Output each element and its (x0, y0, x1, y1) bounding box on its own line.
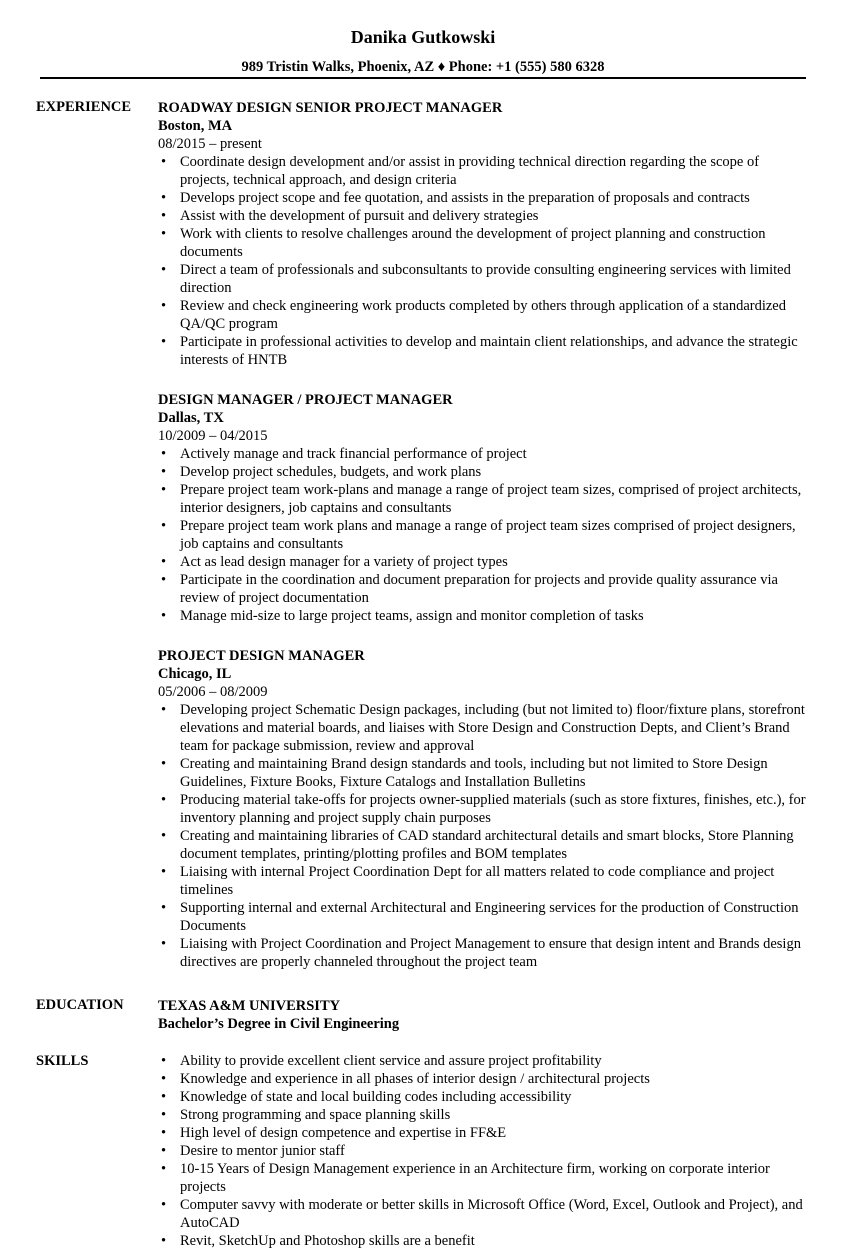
list-item: • Producing material take-offs for projects owner-supplied materials (such as store fixtures, finishes, etc.), for inventory planning and project supply chain purposes (158, 791, 812, 827)
list-item: • Work with clients to resolve challenges around the development of project planning and construction documents (158, 225, 812, 261)
list-item: • Prepare project team work plans and manage a range of project team sizes comprised of project designers, job captains and consultants (158, 517, 812, 553)
list-item: • Review and check engineering work products completed by others through application of a standardized QA/QC program (158, 297, 812, 333)
list-item: • Knowledge of state and local building codes including accessibility (158, 1088, 812, 1106)
list-item: • Liaising with internal Project Coordination Dept for all matters related to code compliance and project timelines (158, 863, 812, 899)
list-item: • Assist with the development of pursuit and delivery strategies (158, 207, 812, 225)
job-bullets (158, 445, 812, 625)
job-entry (158, 647, 812, 971)
list-item: • Actively manage and track financial performance of project (158, 445, 812, 463)
experience-heading: EXPERIENCE (36, 99, 132, 115)
list-item: • Develops project scope and fee quotation, and assists in the preparation of proposals and contracts (158, 189, 812, 207)
list-item: • 10-15 Years of Design Management experience in an Architecture firm, working on corporate interior projects (158, 1160, 812, 1196)
list-item: • Participate in professional activities to develop and maintain client relationships, and advance the strategic interests of HNTB (158, 333, 812, 369)
job-bullets (158, 153, 812, 369)
list-item: • Develop project schedules, budgets, and work plans (158, 463, 812, 481)
degree: Bachelor’s Degree in Civil Engineering (158, 1016, 400, 1032)
job-title: DESIGN MANAGER / PROJECT MANAGER (158, 392, 453, 408)
list-item: • Liaising with Project Coordination and Project Management to ensure that design intent and Brands design directives are properly channeled throughout the project team (158, 935, 812, 971)
list-item: • Prepare project team work-plans and manage a range of project team sizes, comprised of project architects, interior designers, job captains and consultants (158, 481, 812, 517)
list-item: • Direct a team of professionals and subconsultants to provide consulting engineering services with limited direction (158, 261, 812, 297)
job-title: PROJECT DESIGN MANAGER (158, 648, 365, 664)
candidate-name: Danika Gutkowski (350, 27, 496, 47)
list-item: • Desire to mentor junior staff (158, 1142, 812, 1160)
job-dates: 05/2006 – 08/2009 (158, 684, 268, 700)
header-divider (40, 77, 806, 79)
job-location: Chicago, IL (158, 666, 232, 682)
skills-heading: SKILLS (36, 1053, 89, 1069)
list-item: • Revit, SketchUp and Photoshop skills are a benefit (158, 1232, 812, 1250)
list-item: • Ability to provide excellent client service and assure project profitability (158, 1052, 812, 1070)
list-item: • Supporting internal and external Architectural and Engineering services for the production of Construction Documents (158, 899, 812, 935)
job-bullets (158, 701, 812, 971)
list-item: • Knowledge and experience in all phases of interior design / architectural projects (158, 1070, 812, 1088)
contact-info: 989 Tristin Walks, Phoenix, AZ ♦ Phone: +1 (555) 580 6328 (241, 59, 605, 75)
job-title: ROADWAY DESIGN SENIOR PROJECT MANAGER (158, 100, 503, 116)
job-entry (158, 391, 812, 625)
job-location: Boston, MA (158, 118, 233, 134)
job-entry (158, 99, 812, 369)
job-dates: 10/2009 – 04/2015 (158, 428, 268, 444)
skills-list (158, 1052, 812, 1250)
education-heading: EDUCATION (36, 997, 124, 1013)
job-location: Dallas, TX (158, 410, 224, 426)
skills-list-container (158, 1052, 812, 1250)
list-item: • Manage mid-size to large project teams, assign and monitor completion of tasks (158, 607, 812, 625)
list-item: • Participate in the coordination and document preparation for projects and provide quality assurance via review of project documentation (158, 571, 812, 607)
list-item: • Strong programming and space planning skills (158, 1106, 812, 1124)
list-item: • Creating and maintaining libraries of CAD standard architectural details and smart blocks, Store Planning document templates, printing/plotting profiles and BOM templates (158, 827, 812, 863)
list-item: • Creating and maintaining Brand design standards and tools, including but not limited to Store Design Guidelines, Fixture Books, Fixture Catalogs and Installation Bulletins (158, 755, 812, 791)
list-item: • High level of design competence and expertise in FF&E (158, 1124, 812, 1142)
school-name: TEXAS A&M UNIVERSITY (158, 998, 341, 1014)
list-item: • Computer savvy with moderate or better skills in Microsoft Office (Word, Excel, Outlook and Project), and AutoCAD (158, 1196, 812, 1232)
list-item: • Coordinate design development and/or assist in providing technical direction regarding the scope of projects, technical approach, and design criteria (158, 153, 812, 189)
education-entry (158, 997, 812, 1033)
job-dates: 08/2015 – present (158, 136, 262, 152)
list-item: • Developing project Schematic Design packages, including (but not limited to) floor/fixture plans, storefront elevations and material boards, and liaises with Store Design and Construction Depts, and Client’s Brand team for package submission, review and approval (158, 701, 812, 755)
list-item: • Act as lead design manager for a variety of project types (158, 553, 812, 571)
